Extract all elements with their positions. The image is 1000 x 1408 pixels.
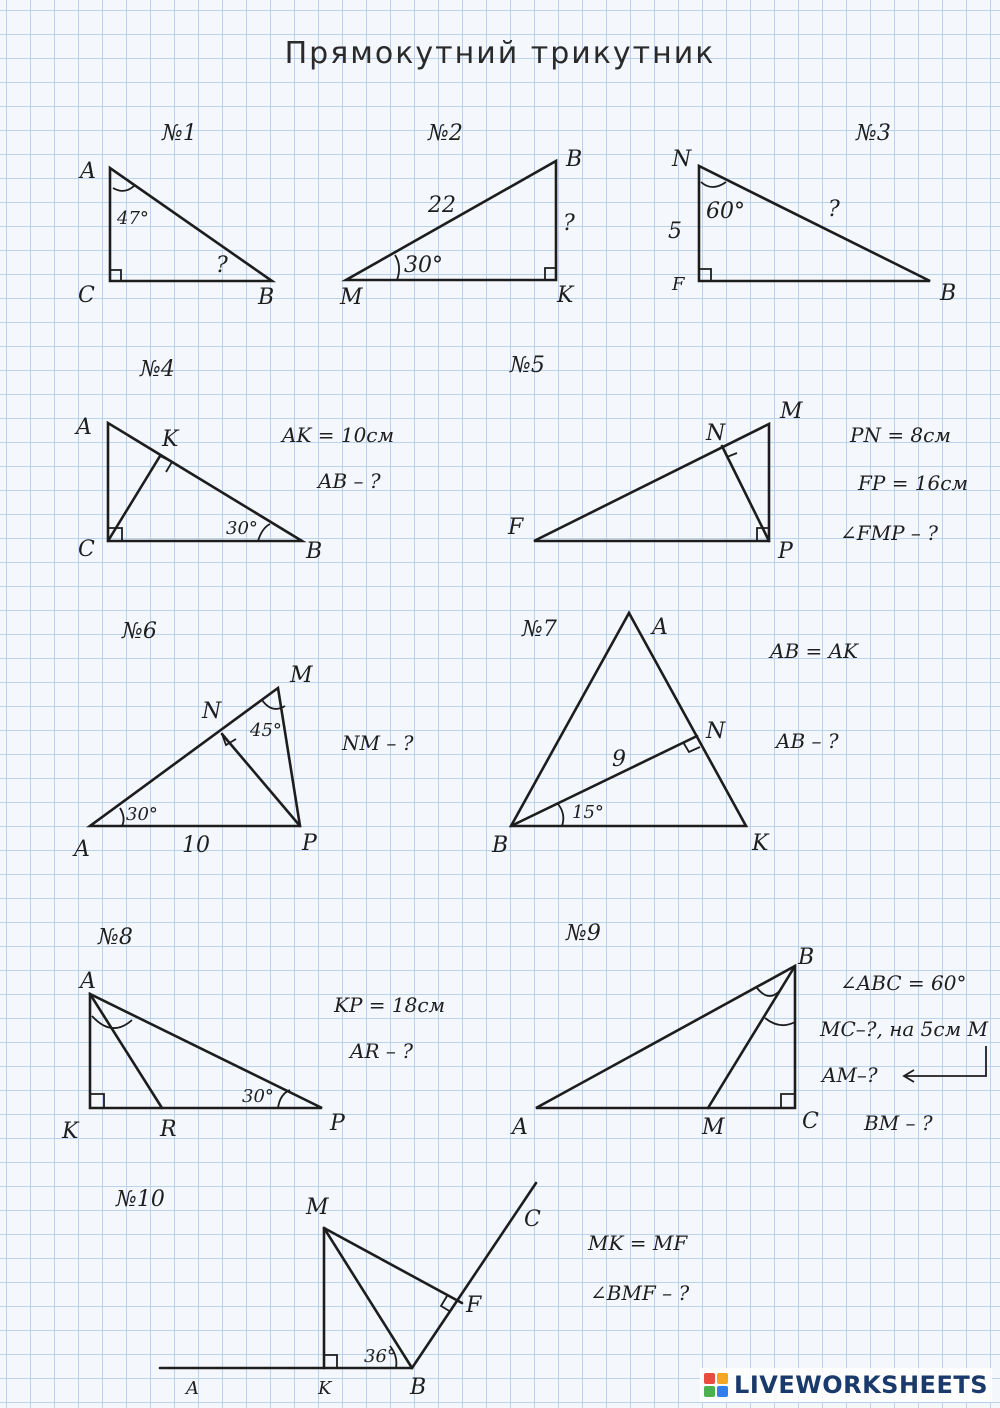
vertex-C: C (524, 1207, 541, 1232)
segment-MF (324, 1228, 462, 1303)
given-condition: ∠ABC = 60° (840, 971, 967, 995)
triangle-FPM (534, 424, 769, 541)
angle-arc (395, 255, 399, 280)
vertex-M: M (306, 1195, 329, 1220)
logo-square-4 (717, 1386, 728, 1397)
vertex-F: F (466, 1293, 482, 1318)
right-angle-mark (110, 270, 121, 281)
question: AB – ? (318, 469, 381, 493)
problem-1 (78, 121, 274, 310)
problem-8 (61, 925, 445, 1144)
vertex-C: C (802, 1109, 819, 1134)
problem-10-number: №10 (116, 1187, 165, 1212)
vertex-K: K (62, 1119, 79, 1144)
unknown-mark: ? (216, 253, 228, 278)
watermark-text: LIVEWORKSHEETS (734, 1371, 988, 1399)
vertex-R: R (160, 1117, 177, 1142)
angle-arc (113, 185, 135, 191)
angle-value: 30° (226, 518, 258, 539)
triangle-MKB (346, 161, 556, 280)
vertex-B: B (940, 281, 957, 306)
side-length: 10 (182, 833, 210, 858)
extra-note: MC–?, на 5см M (820, 1017, 989, 1041)
vertex-C: C (78, 537, 95, 562)
vertex-C: C (78, 283, 95, 308)
vertex-M: M (702, 1115, 725, 1140)
right-angle-mark-N (683, 742, 700, 752)
segment-BM (708, 966, 795, 1108)
question: ∠BMF – ? (590, 1281, 690, 1305)
problem-5 (507, 353, 968, 564)
problem-3 (668, 121, 956, 306)
vertex-B: B (258, 285, 275, 310)
right-angle-mark (781, 1094, 795, 1108)
problem-9-number: №9 (566, 921, 601, 946)
problem-5-number: №5 (510, 353, 545, 378)
altitude-PN (722, 446, 769, 541)
given-2: FP = 16см (858, 471, 969, 495)
vertex-P: P (778, 539, 793, 564)
vertex-F: F (672, 274, 685, 295)
vertex-A: A (80, 969, 96, 994)
worksheet-title: Прямокутний трикутник (284, 36, 716, 71)
vertex-A: A (74, 837, 90, 862)
question: ∠FMP – ? (840, 521, 939, 545)
angle-value: 60° (706, 199, 745, 224)
problem-2-number: №2 (428, 121, 463, 146)
angle-arc (701, 182, 726, 187)
angle-arc-B (558, 804, 563, 826)
segment-BN (511, 736, 697, 826)
vertex-A: A (76, 415, 92, 440)
vertex-N: N (706, 719, 726, 744)
angle-value: 15° (572, 802, 604, 823)
right-angle-mark-F (441, 1296, 451, 1312)
logo-square-2 (717, 1373, 728, 1384)
problem-4 (74, 357, 394, 564)
vertex-M: M (290, 663, 313, 688)
angle-arc (258, 524, 270, 541)
given-condition: KP = 18см (334, 993, 446, 1017)
problem-3-number: №3 (856, 121, 891, 146)
given-condition: MK = MF (588, 1231, 688, 1255)
liveworksheets-logo-icon (704, 1373, 728, 1397)
logo-square-3 (704, 1386, 715, 1397)
vertex-A: A (186, 1378, 199, 1399)
problem-4-number: №4 (140, 357, 175, 382)
vertex-B: B (492, 833, 509, 858)
angle-arc-B2 (765, 1018, 795, 1025)
right-angle-mark (90, 1094, 104, 1108)
problem-6 (72, 619, 414, 862)
problem-8-number: №8 (98, 925, 133, 950)
angle-value: 30° (404, 253, 443, 278)
right-angle-mark-K (160, 456, 172, 472)
question: AB – ? (776, 729, 839, 753)
segment-length: 9 (612, 747, 626, 772)
vertex-N: N (202, 699, 222, 724)
problem-9 (510, 921, 989, 1140)
vertex-N: N (672, 147, 692, 172)
logo-square-1 (704, 1373, 715, 1384)
hypotenuse-length: 22 (428, 193, 456, 218)
problem-10 (115, 1183, 690, 1400)
vertex-K: K (162, 427, 179, 452)
vertex-K: K (318, 1378, 332, 1399)
triangle-ACB (108, 423, 302, 541)
angle-value-M: 45° (250, 720, 282, 741)
given-condition: AK = 10см (282, 423, 395, 447)
leg-length: 5 (668, 219, 682, 244)
problem-7-number: №7 (522, 617, 557, 642)
unknown-mark: ? (563, 211, 575, 236)
problem-1-number: №1 (162, 121, 197, 146)
given-condition: AB = AK (770, 639, 858, 663)
problem-2 (339, 121, 582, 310)
right-angle-mark-K (324, 1355, 337, 1368)
triangle-ACB (536, 966, 795, 1108)
right-angle-mark (699, 269, 711, 281)
question-2: BM – ? (864, 1111, 933, 1135)
vertex-M: M (780, 399, 803, 424)
arrow-line (906, 1046, 986, 1076)
angle-arc-A (92, 1016, 132, 1028)
problem-6-number: №6 (122, 619, 157, 644)
vertex-A: A (652, 615, 668, 640)
vertex-P: P (330, 1111, 345, 1136)
vertex-B: B (798, 945, 815, 970)
question: NM – ? (342, 731, 414, 755)
angle-value: 36° (364, 1346, 396, 1367)
vertex-N: N (706, 421, 726, 446)
question: AR – ? (350, 1039, 413, 1063)
vertex-B: B (410, 1375, 427, 1400)
vertex-K: K (557, 283, 574, 308)
vertex-A: A (512, 1115, 528, 1140)
angle-value: 30° (242, 1086, 274, 1107)
angle-arc-A (120, 808, 124, 826)
vertex-K: K (752, 831, 769, 856)
problem-7 (491, 613, 859, 858)
vertex-F: F (508, 515, 524, 540)
unknown-mark: ? (828, 197, 840, 222)
vertex-M: M (340, 285, 363, 310)
vertex-B: B (306, 539, 323, 564)
vertex-P: P (302, 831, 317, 856)
angle-value-A: 30° (126, 804, 158, 825)
liveworksheets-watermark (700, 1368, 992, 1402)
triangle-APM (90, 688, 300, 826)
vertex-A: A (80, 159, 96, 184)
given-1: PN = 8см (850, 423, 951, 447)
ray-BC (412, 1183, 536, 1368)
question-1: AM–? (822, 1063, 878, 1087)
right-angle-mark (545, 268, 556, 280)
angle-value: 47° (117, 208, 149, 229)
vertex-B: B (566, 147, 583, 172)
